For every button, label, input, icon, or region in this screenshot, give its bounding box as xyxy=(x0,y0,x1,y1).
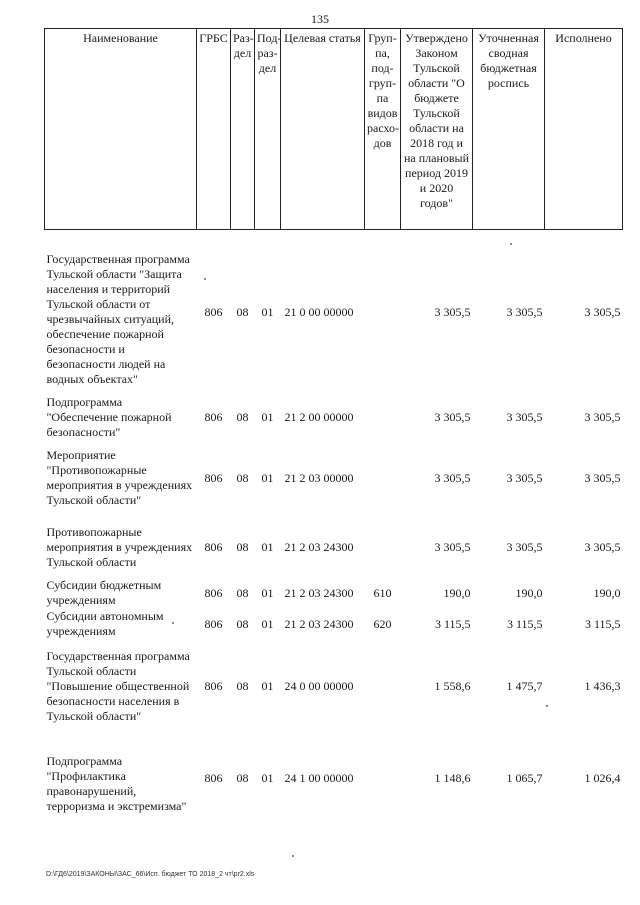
row-grbs: 806 xyxy=(204,470,223,485)
row-group xyxy=(365,230,401,395)
table-row xyxy=(45,230,623,395)
row-approved: 3 305,5 xyxy=(434,304,471,319)
row-group: 620 xyxy=(373,616,392,631)
row-name: Субсидии бюджетным учреждениям xyxy=(46,578,162,607)
header-refined: Уточненная сводная бюджетная роспись xyxy=(473,29,545,230)
row-refined: 3 115,5 xyxy=(506,616,543,631)
row-name: Подпрограмма "Профилактика правонарушений, терроризма и экстремизма" xyxy=(46,754,187,813)
row-approved: 190,0 xyxy=(443,585,471,600)
row-podrazdel: 01 xyxy=(261,770,274,785)
row-refined: 190,0 xyxy=(515,585,543,600)
row-approved: 3 115,5 xyxy=(434,616,471,631)
row-approved: 3 305,5 xyxy=(434,470,471,485)
footer-file-path: D:\ГД6\2019\ЗАКОНЫ\ЗАС_66\Исп. бюджет ТО 2018_2 чт\pr2.xls xyxy=(46,871,255,878)
row-target: 21 2 03 24300 xyxy=(284,585,354,600)
row-refined: 3 305,5 xyxy=(506,409,543,424)
scan-speck xyxy=(510,243,512,245)
header-podrazdel: Под-раз-дел xyxy=(255,29,281,230)
table-row xyxy=(45,640,623,732)
row-grbs: 806 xyxy=(204,539,223,554)
page-number: 135 xyxy=(311,12,329,26)
row-executed: 3 305,5 xyxy=(584,539,621,554)
row-target: 21 0 00 00000 xyxy=(284,304,354,319)
row-executed: 3 115,5 xyxy=(584,616,621,631)
row-name: Государственная программа Тульской области "Защита населения и территорий Тульской области от чрезвычайных ситуаций, обеспечение пожарной безопасности и безопасности людей на водных объектах" xyxy=(46,251,190,386)
row-podrazdel: 01 xyxy=(261,585,274,600)
scan-speck xyxy=(172,622,174,624)
table-row xyxy=(45,578,623,608)
row-group xyxy=(365,394,401,440)
row-razdel: 08 xyxy=(236,616,249,631)
table-row xyxy=(45,516,623,578)
header-group: Груп-па, под-груп-па видов расхо-дов xyxy=(365,29,401,230)
header-razdel: Раз-дел xyxy=(231,29,255,230)
row-name: Подпрограмма "Обеспечение пожарной безопасности" xyxy=(46,394,172,439)
row-group xyxy=(365,732,401,824)
row-refined: 1 475,7 xyxy=(506,678,543,693)
row-name: Субсидии автономным учреждениям xyxy=(46,609,164,638)
row-grbs: 806 xyxy=(204,770,223,785)
row-podrazdel: 01 xyxy=(261,678,274,693)
row-target: 21 2 03 24300 xyxy=(284,616,354,631)
header-executed: Исполнено xyxy=(545,29,623,230)
row-executed: 1 026,4 xyxy=(584,770,621,785)
row-name: Государственная программа Тульской области "Повышение общественной безопасности населения в Тульской области" xyxy=(46,648,190,723)
row-refined: 3 305,5 xyxy=(506,304,543,319)
row-razdel: 08 xyxy=(236,409,249,424)
row-executed: 3 305,5 xyxy=(584,470,621,485)
row-podrazdel: 01 xyxy=(261,539,274,554)
row-grbs: 806 xyxy=(204,616,223,631)
header-approved: Утверждено Законом Тульской области "О бюджете Тульской области на 2018 год и на плановый период 2019 и 2020 годов" xyxy=(401,29,473,230)
row-group xyxy=(365,440,401,516)
row-razdel: 08 xyxy=(236,539,249,554)
row-refined: 1 065,7 xyxy=(506,770,543,785)
row-razdel: 08 xyxy=(236,585,249,600)
row-grbs: 806 xyxy=(204,585,223,600)
row-executed: 1 436,3 xyxy=(584,678,621,693)
table-row xyxy=(45,440,623,516)
budget-table xyxy=(44,28,623,824)
row-approved: 1 558,6 xyxy=(434,678,471,693)
row-target: 21 2 00 00000 xyxy=(284,409,354,424)
row-target: 21 2 03 24300 xyxy=(284,539,354,554)
header-name: Наименование xyxy=(45,29,197,230)
row-target: 21 2 03 00000 xyxy=(284,470,354,485)
row-group xyxy=(365,516,401,578)
row-razdel: 08 xyxy=(236,304,249,319)
header-target: Целевая статья xyxy=(281,29,365,230)
row-group: 610 xyxy=(373,585,392,600)
row-podrazdel: 01 xyxy=(261,470,274,485)
row-refined: 3 305,5 xyxy=(506,470,543,485)
row-razdel: 08 xyxy=(236,770,249,785)
row-executed: 190,0 xyxy=(593,585,621,600)
row-approved: 3 305,5 xyxy=(434,539,471,554)
header-grbs: ГРБС xyxy=(197,29,231,230)
row-name: Мероприятие "Противопожарные мероприятия в учреждениях Тульской области" xyxy=(46,448,193,507)
row-group xyxy=(365,640,401,732)
row-razdel: 08 xyxy=(236,470,249,485)
row-approved: 3 305,5 xyxy=(434,409,471,424)
table-row xyxy=(45,394,623,440)
row-executed: 3 305,5 xyxy=(584,409,621,424)
scan-speck xyxy=(204,278,206,280)
row-refined: 3 305,5 xyxy=(506,539,543,554)
scan-speck xyxy=(292,855,294,857)
row-target: 24 1 00 00000 xyxy=(284,770,354,785)
row-podrazdel: 01 xyxy=(261,409,274,424)
row-grbs: 806 xyxy=(204,304,223,319)
table-row xyxy=(45,732,623,824)
row-razdel: 08 xyxy=(236,678,249,693)
scan-speck xyxy=(546,705,548,707)
row-target: 24 0 00 00000 xyxy=(284,678,354,693)
table-row xyxy=(45,608,623,640)
row-executed: 3 305,5 xyxy=(584,304,621,319)
row-podrazdel: 01 xyxy=(261,304,274,319)
table-header-row xyxy=(45,29,623,230)
row-podrazdel: 01 xyxy=(261,616,274,631)
row-grbs: 806 xyxy=(204,409,223,424)
row-name: Противопожарные мероприятия в учреждениях Тульской области xyxy=(46,524,193,569)
row-approved: 1 148,6 xyxy=(434,770,471,785)
row-grbs: 806 xyxy=(204,678,223,693)
